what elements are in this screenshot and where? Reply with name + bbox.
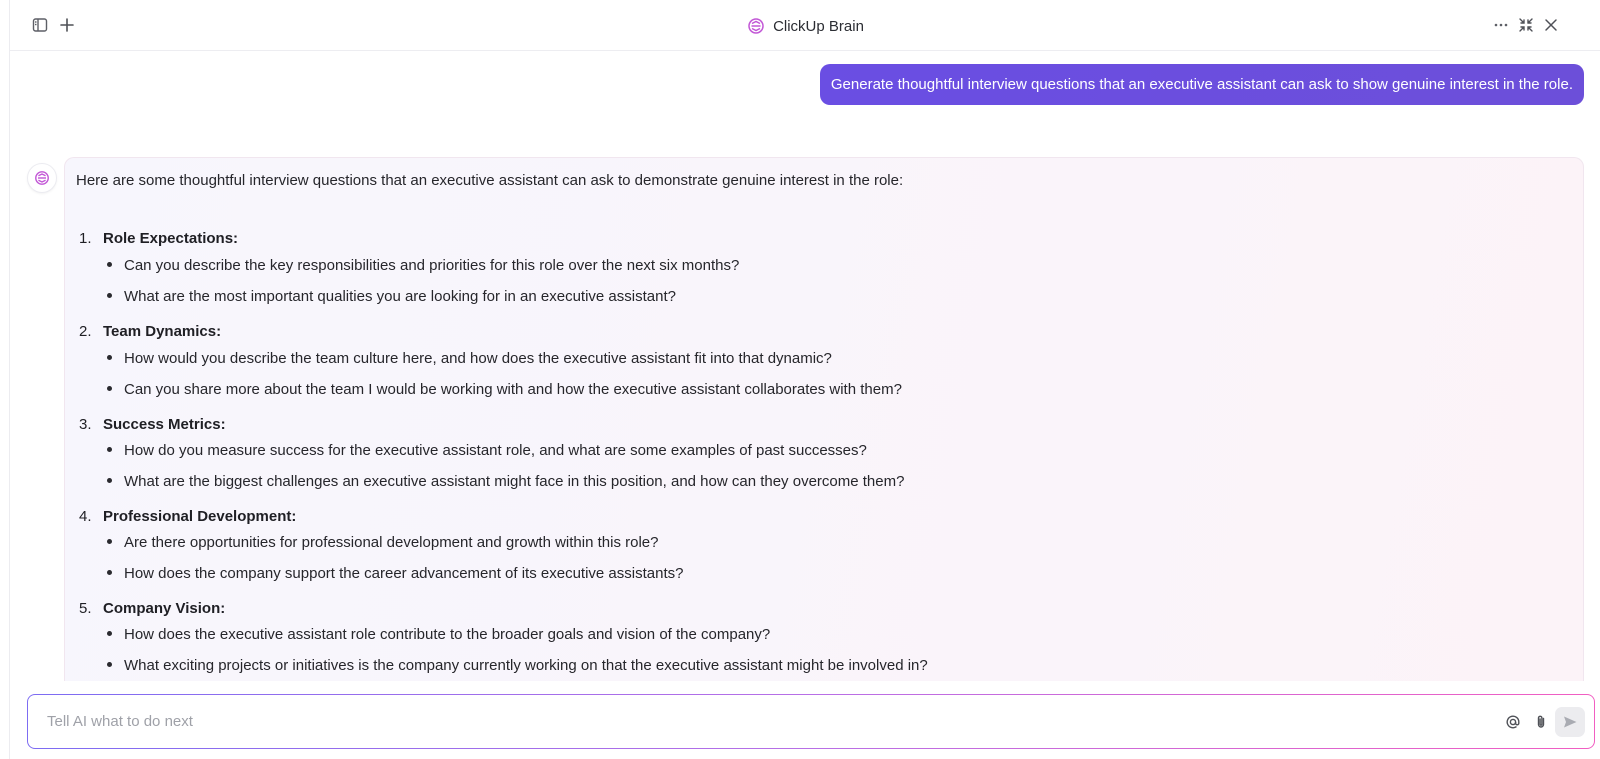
list-item-text: How would you describe the team culture here, and how does the executive assistant fit into that dynamic? bbox=[124, 350, 832, 367]
composer-inner bbox=[28, 695, 1594, 748]
bullet-dot bbox=[107, 386, 112, 391]
brain-logo-icon bbox=[747, 17, 765, 35]
mention-icon bbox=[1505, 714, 1521, 730]
attach-button[interactable] bbox=[1530, 711, 1552, 733]
list-item bbox=[107, 288, 676, 305]
section-number: 5. bbox=[79, 600, 92, 617]
section-number: 4. bbox=[79, 508, 92, 525]
brain-window bbox=[9, 0, 1600, 759]
section-title: Professional Development: bbox=[103, 508, 297, 525]
section-number: 1. bbox=[79, 230, 92, 247]
mention-button[interactable] bbox=[1502, 711, 1524, 733]
composer bbox=[27, 694, 1595, 749]
list-item bbox=[107, 626, 770, 643]
bullet-dot bbox=[107, 478, 112, 483]
list-item bbox=[107, 473, 904, 490]
list-item bbox=[107, 257, 739, 274]
close-icon bbox=[1543, 17, 1559, 33]
list-item-text: How does the company support the career advancement of its executive assistants? bbox=[124, 565, 684, 582]
list-item-text: How does the executive assistant role contribute to the broader goals and vision of the company? bbox=[124, 626, 771, 643]
list-item-text: Are there opportunities for professional development and growth within this role? bbox=[124, 534, 659, 551]
list-item bbox=[107, 381, 902, 398]
bullet-dot bbox=[107, 447, 112, 452]
send-button[interactable] bbox=[1555, 707, 1585, 737]
section-title: Company Vision: bbox=[103, 600, 226, 617]
list-item-text: Can you describe the key responsibilities and priorities for this role over the next six months? bbox=[124, 257, 740, 274]
section-title: Role Expectations: bbox=[103, 230, 239, 247]
collapse-button[interactable] bbox=[1516, 15, 1536, 35]
bullet-dot bbox=[107, 262, 112, 267]
list-item-text: What exciting projects or initiatives is the company currently working on that the executive assistant might be involved in? bbox=[124, 657, 928, 674]
prompt-input[interactable] bbox=[45, 695, 1449, 748]
bullet-dot bbox=[107, 570, 112, 575]
list-section-heading bbox=[79, 600, 225, 617]
list-item-text: Can you share more about the team I would be working with and how the executive assistant collaborates with them? bbox=[124, 381, 902, 398]
assistant-message-card bbox=[64, 157, 1584, 681]
section-number: 3. bbox=[79, 416, 92, 433]
page-title: ClickUp Brain bbox=[773, 17, 864, 35]
assistant-avatar bbox=[27, 163, 57, 193]
bullet-dot bbox=[107, 631, 112, 636]
bullet-dot bbox=[107, 539, 112, 544]
collapse-icon bbox=[1518, 17, 1534, 33]
list-item-text: What are the biggest challenges an executive assistant might face in this position, and how can they overcome them? bbox=[124, 473, 905, 490]
section-title: Success Metrics: bbox=[103, 416, 226, 433]
bullet-dot bbox=[107, 662, 112, 667]
list-item bbox=[107, 442, 867, 459]
list-section-heading bbox=[79, 230, 238, 247]
assistant-intro-text: Here are some thoughtful interview questions that an executive assistant can ask to demonstrate genuine interest in the role: bbox=[76, 172, 904, 189]
header-title bbox=[10, 15, 1600, 37]
list-section-heading bbox=[79, 416, 226, 433]
user-message-text: Generate thoughtful interview questions that an executive assistant can ask to show genuine interest in the role. bbox=[830, 76, 1573, 93]
more-options-button[interactable] bbox=[1491, 15, 1511, 35]
list-item-text: What are the most important qualities you are looking for in an executive assistant? bbox=[124, 288, 676, 305]
more-icon bbox=[1493, 17, 1509, 33]
close-button[interactable] bbox=[1541, 15, 1561, 35]
bullet-dot bbox=[107, 293, 112, 298]
header-bar bbox=[10, 0, 1600, 51]
list-item bbox=[107, 657, 928, 674]
section-title: Team Dynamics: bbox=[103, 323, 222, 340]
brain-logo-icon bbox=[34, 170, 50, 186]
list-item bbox=[107, 565, 683, 582]
list-section-heading bbox=[79, 323, 221, 340]
list-item-text: How do you measure success for the executive assistant role, and what are some examples of past successes? bbox=[124, 442, 867, 459]
send-icon bbox=[1562, 714, 1578, 730]
attachment-icon bbox=[1533, 714, 1549, 730]
bullet-dot bbox=[107, 355, 112, 360]
user-message-bubble bbox=[820, 64, 1584, 105]
list-item bbox=[107, 534, 658, 551]
section-number: 2. bbox=[79, 323, 92, 340]
list-item bbox=[107, 350, 832, 367]
list-section-heading bbox=[79, 508, 296, 525]
